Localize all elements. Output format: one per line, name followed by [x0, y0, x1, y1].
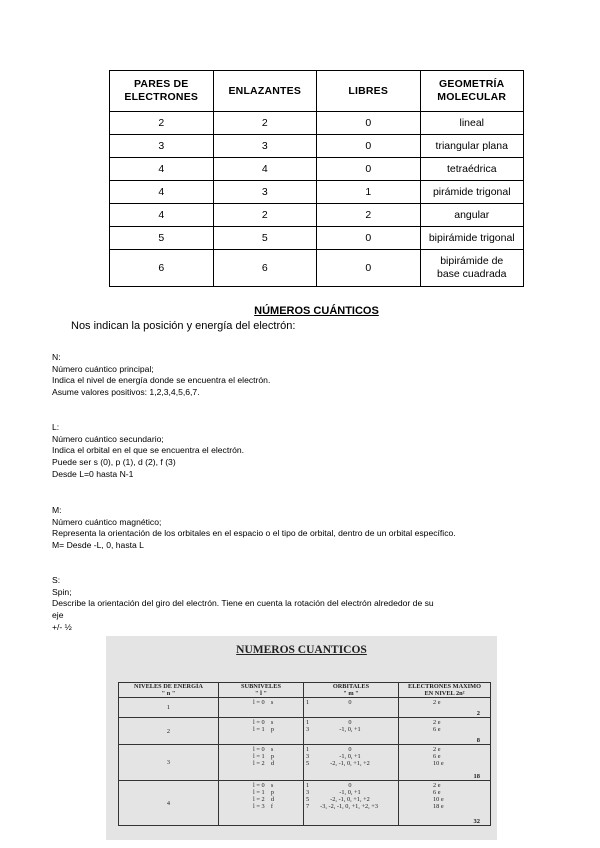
header-enlazantes: ENLAZANTES [213, 71, 317, 112]
quantum-number-letter: N: [52, 352, 61, 362]
scan-level: 1 [119, 698, 219, 718]
scan-orbital-count: 3 [306, 726, 310, 733]
table-cell: 6 [213, 250, 317, 287]
scan-orbital-values: 0 [348, 699, 352, 706]
scan-orbitals [304, 745, 399, 781]
geometry-table-header [110, 71, 524, 112]
table-cell: triangular plana [420, 135, 524, 158]
scan-electron-count: 6 e [433, 789, 441, 796]
scan-electron-count: 2 e [433, 719, 441, 726]
scan-orbital [306, 796, 396, 803]
table-cell: 2 [110, 112, 214, 135]
scan-orbital [306, 726, 396, 733]
quantum-number-line: Spin; [52, 586, 72, 597]
quantum-number-line: Desde L=0 hasta N-1 [52, 468, 134, 479]
scan-sublevel: l = 0 s [253, 746, 274, 753]
scan-sublevel: l = 2 d [253, 796, 275, 803]
scan-sublevels [219, 745, 304, 781]
table-cell: 5 [110, 227, 214, 250]
scan-orbital [306, 719, 396, 726]
table-cell: tetraédrica [420, 158, 524, 181]
scan-level: 4 [119, 781, 219, 826]
section-title: NÚMEROS CUÁNTICOS [254, 305, 379, 317]
scan-orbital [306, 746, 396, 753]
table-cell: 0 [317, 112, 421, 135]
scan-orbital-count: 5 [306, 796, 310, 803]
table-cell: pirámide trigonal [420, 181, 524, 204]
scan-sublevels [219, 698, 304, 718]
section-intro: Nos indican la posición y energía del electrón: [71, 320, 296, 332]
scan-electron-total: 8 [476, 737, 480, 744]
scan-sublevel: l = 1 p [253, 789, 275, 796]
scan-orbital [306, 760, 396, 767]
header-libres: LIBRES [317, 71, 421, 112]
scan-sublevel: l = 0 s [253, 699, 274, 706]
scan-row [119, 718, 491, 745]
quantum-number-line: Representa la orientación de los orbitales en el espacio o el tipo de orbital, dentro de un orbital específico. [52, 528, 456, 539]
scan-row [119, 745, 491, 781]
scan-electron-total: 2 [476, 710, 480, 717]
scan-orbital [306, 789, 396, 796]
table-cell: 0 [317, 135, 421, 158]
scan-orbital-count: 3 [306, 753, 310, 760]
scan-sublevels [219, 781, 304, 826]
header-geometria: GEOMETRÍA MOLECULAR [420, 71, 524, 112]
quantum-numbers-scan [106, 636, 497, 840]
table-cell: 6 [110, 250, 214, 287]
scan-orbital-count: 3 [306, 789, 310, 796]
scan-orbital-count: 1 [306, 699, 310, 706]
table-row [110, 227, 524, 250]
scan-orbital-values: 0 [348, 746, 352, 753]
geometry-table-body [110, 112, 524, 287]
scan-electron-count: 2 e [433, 699, 441, 706]
scan-orbital-values: 0 [348, 782, 352, 789]
scan-sublevel: l = 0 s [253, 719, 274, 726]
scan-header-orbitales: ORBITALES " m " [304, 683, 399, 698]
scan-orbital-count: 5 [306, 760, 310, 767]
scan-electron-count: 18 e [433, 803, 444, 810]
scan-orbitals [304, 698, 399, 718]
table-cell: 2 [213, 112, 317, 135]
table-cell: 3 [213, 135, 317, 158]
scan-sublevel: l = 0 s [253, 782, 274, 789]
quantum-number-line: eje [52, 610, 64, 621]
scan-orbital-count: 1 [306, 719, 310, 726]
table-row [110, 135, 524, 158]
table-cell: 3 [213, 181, 317, 204]
quantum-number-line: Asume valores positivos: 1,2,3,4,5,6,7. [52, 387, 200, 398]
scan-sublevel: l = 1 p [253, 726, 275, 733]
scan-table [118, 682, 491, 826]
quantum-number-line: M= Desde -L, 0, hasta L [52, 540, 144, 551]
table-row [110, 204, 524, 227]
scan-electrons [399, 698, 491, 718]
table-row [110, 112, 524, 135]
quantum-number-line: Número cuántico principal; [52, 363, 154, 374]
scan-header-electrones: ELECTRONES MAXIMO EN NIVEL 2n² [399, 683, 491, 698]
table-row [110, 250, 524, 287]
table-cell: angular [420, 204, 524, 227]
scan-orbital-count: 1 [306, 782, 310, 789]
table-cell: 2 [213, 204, 317, 227]
scan-level: 2 [119, 718, 219, 745]
table-cell: 5 [213, 227, 317, 250]
scan-header-subniveles: SUBNIVELES " l " [219, 683, 304, 698]
quantum-number-line: Describe la orientación del giro del electrón. Tiene en cuenta la rotación del electrón alrededor de su [52, 598, 434, 609]
scan-orbital-values: 0 [348, 719, 352, 726]
scan-row [119, 698, 491, 718]
quantum-number-line: +/- ½ [52, 621, 72, 632]
scan-electron-count: 2 e [433, 782, 441, 789]
quantum-number-line: Puede ser s (0), p (1), d (2), f (3) [52, 457, 176, 468]
scan-electrons [399, 745, 491, 781]
scan-orbital-values: -1, 0, +1 [339, 726, 361, 733]
table-cell: 4 [110, 204, 214, 227]
scan-orbital [306, 753, 396, 760]
scan-electron-count: 10 e [433, 796, 444, 803]
table-cell: bipirámide trigonal [420, 227, 524, 250]
table-cell: 4 [110, 158, 214, 181]
table-cell: 4 [110, 181, 214, 204]
quantum-number-letter: L: [52, 422, 60, 432]
scan-electron-count: 6 e [433, 753, 441, 760]
scan-orbital [306, 699, 396, 706]
scan-row [119, 781, 491, 826]
scan-orbital-count: 1 [306, 746, 310, 753]
scan-electron-count: 6 e [433, 726, 441, 733]
scan-electron-total: 18 [473, 773, 480, 780]
quantum-number-letter: M: [52, 505, 62, 515]
scan-electron-count: 2 e [433, 746, 441, 753]
table-cell: 2 [317, 204, 421, 227]
table-row [110, 181, 524, 204]
quantum-number-line: Indica el orbital en el que se encuentra el electrón. [52, 445, 245, 456]
table-cell: bipirámide de base cuadrada [420, 250, 524, 287]
scan-orbital-values: -1, 0, +1 [339, 753, 361, 760]
scan-sublevels [219, 718, 304, 745]
table-cell: 0 [317, 227, 421, 250]
scan-sublevel: l = 1 p [253, 753, 275, 760]
quantum-number-letter: S: [52, 575, 61, 585]
table-cell: 3 [110, 135, 214, 158]
scan-orbital-count: 7 [306, 803, 310, 810]
quantum-number-line: Número cuántico secundario; [52, 433, 164, 444]
scan-orbital-values: -1, 0, +1 [339, 789, 361, 796]
quantum-number-line: Número cuántico magnético; [52, 516, 162, 527]
scan-level: 3 [119, 745, 219, 781]
scan-electron-total: 32 [473, 818, 480, 825]
quantum-number-line: Indica el nivel de energía donde se encuentra el electrón. [52, 375, 271, 386]
table-cell: 0 [317, 158, 421, 181]
scan-title: NUMEROS CUANTICOS [236, 644, 367, 656]
scan-electron-count: 10 e [433, 760, 444, 767]
scan-sublevel: l = 2 d [253, 760, 275, 767]
scan-header-niveles: NIVELES DE ENERGÍA " n " [119, 683, 219, 698]
scan-sublevel: l = 3 f [253, 803, 273, 810]
table-cell: 4 [213, 158, 317, 181]
scan-orbital [306, 782, 396, 789]
scan-orbital [306, 803, 396, 810]
scan-orbital-values: -2, -1, 0, +1, +2 [330, 760, 370, 767]
table-cell: lineal [420, 112, 524, 135]
scan-electrons [399, 781, 491, 826]
table-cell: 1 [317, 181, 421, 204]
header-pares: PARES DE ELECTRONES [110, 71, 214, 112]
scan-orbital-values: -2, -1, 0, +1, +2 [330, 796, 370, 803]
table-row [110, 158, 524, 181]
geometry-table [109, 70, 524, 287]
scan-table-body [119, 698, 491, 826]
scan-electrons [399, 718, 491, 745]
scan-orbital-values: -3, -2, -1, 0, +1, +2, +3 [320, 803, 378, 810]
scan-orbitals [304, 781, 399, 826]
scan-orbitals [304, 718, 399, 745]
table-cell: 0 [317, 250, 421, 287]
